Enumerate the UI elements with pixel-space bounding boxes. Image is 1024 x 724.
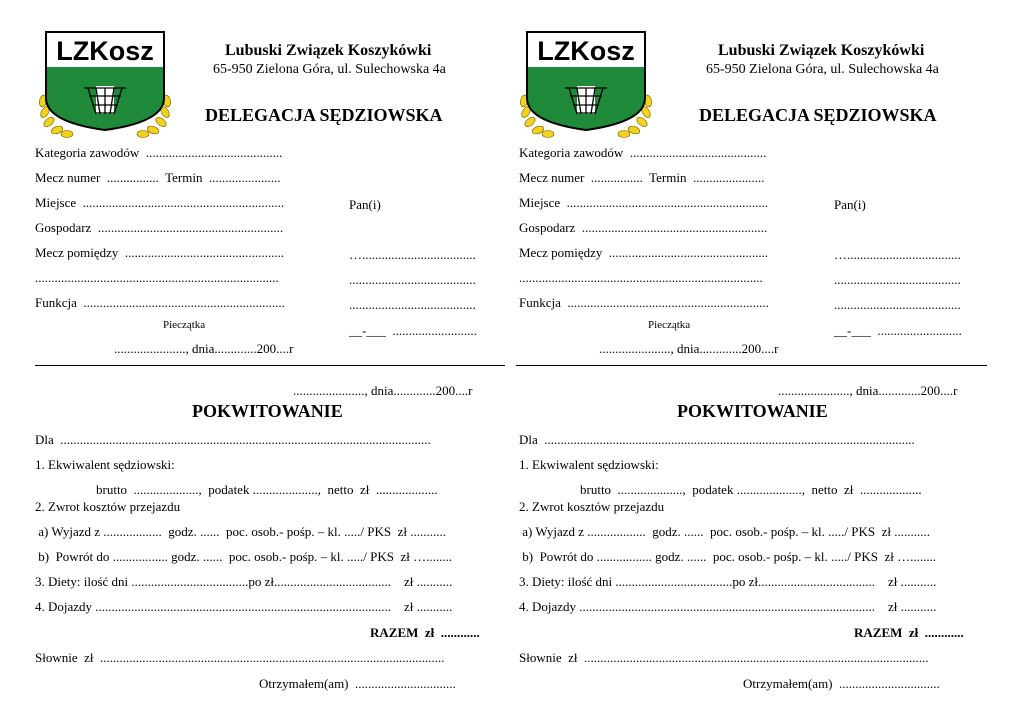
field-dojazdy: 4. Dojazdy ........................................................................................... zł ........... (519, 599, 937, 614)
field-blank-line: ........................................................................... (519, 270, 763, 285)
field-ekwiwalent: 1. Ekwiwalent sędziowski: (35, 457, 175, 472)
field-dla: Dla .................................................................................................................. (35, 432, 431, 447)
field-zwrot: 2. Zwrot kosztów przejazdu (519, 499, 665, 514)
field-mecz-numer: Mecz numer ................ Termin ...................... (519, 170, 765, 185)
lzkosz-logo (517, 26, 655, 138)
field-powrot: b) Powrót do ................. godz. ...... poc. osob.- pośp. – kl. ...../ PKS zł …........ (519, 549, 937, 564)
field-dla: Dla .................................................................................................................. (519, 432, 915, 447)
org-name: Lubuski Związek Koszykówki (718, 42, 925, 59)
section-divider (516, 365, 987, 366)
field-razem: RAZEM zł ............ (854, 625, 964, 640)
org-name: Lubuski Związek Koszykówki (225, 42, 432, 59)
receipt-date-line: ......................, dnia.............200....r (778, 383, 958, 398)
addressee-line-2: ....................................... (349, 272, 476, 287)
field-wyjazd: a) Wyjazd z .................. godz. ...... poc. osob.- pośp. – kl. ...../ PKS zł ........... (35, 524, 446, 539)
field-otrzymalem: Otrzymałem(am) ............................... (259, 676, 456, 691)
field-zwrot: 2. Zwrot kosztów przejazdu (35, 499, 181, 514)
field-brutto: brutto ...................., podatek ...................., netto zł ................... (580, 482, 922, 497)
stamp-label: Pieczątka (648, 319, 691, 331)
delegation-date-line: ......................, dnia.............200....r (599, 341, 779, 356)
delegation-date-line: ......................, dnia.............200....r (114, 341, 294, 356)
form-copy-right (485, 0, 970, 724)
form-copy-left (0, 0, 485, 724)
field-otrzymalem: Otrzymałem(am) ............................... (743, 676, 940, 691)
field-funkcja: Funkcja .............................................................. (519, 295, 769, 310)
addressee-postal-line: __-___ .......................... (349, 323, 477, 338)
document-title: DELEGACJA SĘDZIOWSKA (699, 105, 937, 125)
lzkosz-logo (36, 26, 174, 138)
field-gospodarz: Gospodarz ......................................................... (35, 220, 284, 235)
receipt-title: POKWITOWANIE (677, 401, 828, 421)
field-miejsce: Miejsce .............................................................. (519, 195, 769, 210)
field-gospodarz: Gospodarz ......................................................... (519, 220, 768, 235)
addressee-postal-line: __-___ .......................... (834, 323, 962, 338)
logo-text: LZKosz (56, 36, 154, 66)
field-dojazdy: 4. Dojazdy ........................................................................................... zł ........... (35, 599, 453, 614)
field-ekwiwalent: 1. Ekwiwalent sędziowski: (519, 457, 659, 472)
field-slownie: Słownie zł .......................................................................................................... (35, 650, 445, 665)
addressee-line-1: …................................... (349, 247, 476, 262)
logo-text: LZKosz (537, 36, 635, 66)
receipt-date-line: ......................, dnia.............200....r (293, 383, 473, 398)
field-funkcja: Funkcja .............................................................. (35, 295, 285, 310)
org-address: 65-950 Zielona Góra, ul. Sulechowska 4a (706, 62, 939, 77)
addressee-line-3: ....................................... (834, 297, 961, 312)
stamp-label: Pieczątka (163, 319, 206, 331)
org-address: 65-950 Zielona Góra, ul. Sulechowska 4a (213, 62, 446, 77)
field-mecz-numer: Mecz numer ................ Termin ...................... (35, 170, 281, 185)
field-kategoria: Kategoria zawodów .......................................... (35, 145, 283, 160)
field-wyjazd: a) Wyjazd z .................. godz. ...... poc. osob.- pośp. – kl. ...../ PKS zł ........... (519, 524, 930, 539)
section-divider (35, 365, 505, 366)
field-mecz-pomiedzy: Mecz pomiędzy ................................................. (35, 245, 285, 260)
document-title: DELEGACJA SĘDZIOWSKA (205, 105, 443, 125)
field-razem: RAZEM zł ............ (370, 625, 480, 640)
addressee-line-1: …................................... (834, 247, 961, 262)
field-kategoria: Kategoria zawodów .......................................... (519, 145, 767, 160)
addressee-label: Pan(i) (349, 197, 381, 212)
field-diety: 3. Diety: ilość dni ....................................po zł.................................... zł ........... (519, 574, 937, 589)
field-slownie: Słownie zł .......................................................................................................... (519, 650, 929, 665)
addressee-line-2: ....................................... (834, 272, 961, 287)
field-diety: 3. Diety: ilość dni ....................................po zł.................................... zł ........... (35, 574, 453, 589)
addressee-label: Pan(i) (834, 197, 866, 212)
addressee-line-3: ....................................... (349, 297, 476, 312)
field-mecz-pomiedzy: Mecz pomiędzy ................................................. (519, 245, 769, 260)
field-brutto: brutto ...................., podatek ...................., netto zł ................... (96, 482, 438, 497)
field-blank-line: ........................................................................... (35, 270, 279, 285)
field-powrot: b) Powrót do ................. godz. ...... poc. osob.- pośp. – kl. ...../ PKS zł …........ (35, 549, 453, 564)
field-miejsce: Miejsce .............................................................. (35, 195, 285, 210)
receipt-title: POKWITOWANIE (192, 401, 343, 421)
